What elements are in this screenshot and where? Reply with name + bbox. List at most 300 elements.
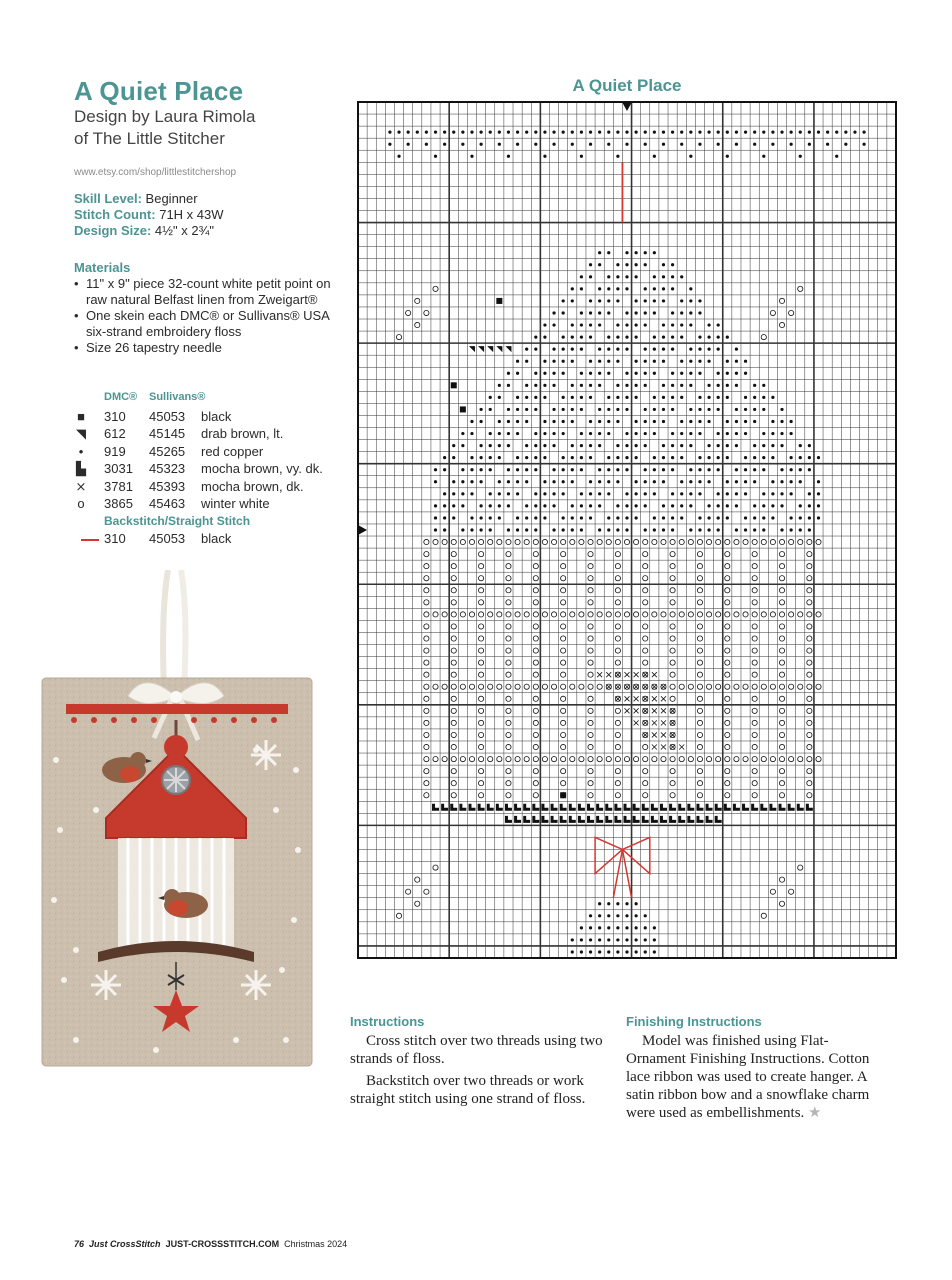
- chart-stitch-circle: [424, 588, 429, 593]
- chart-stitch-dot: [680, 504, 683, 507]
- chart-stitch-block: [769, 804, 776, 811]
- chart-stitch-circle: [725, 539, 730, 544]
- chart-stitch-dot: [662, 299, 665, 302]
- chart-stitch-dot: [698, 432, 701, 435]
- triangle-symbol-icon: ◥: [76, 426, 86, 441]
- chart-stitch-dot: [689, 420, 692, 423]
- chart-stitch-circle: [533, 600, 538, 605]
- chart-stitch-circle: [779, 708, 784, 713]
- chart-stitch-dot: [662, 263, 665, 266]
- design-size-value: 4½" x 2¾": [154, 223, 215, 238]
- chart-stitch-dot: [625, 432, 628, 435]
- chart-stitch-circle: [433, 756, 438, 761]
- chart-stitch-dot: [662, 396, 665, 399]
- chart-stitch-dot: [607, 516, 610, 519]
- chart-stitch-dot: [434, 480, 437, 483]
- chart-stitch-dot: [616, 468, 619, 471]
- chart-stitch-circle: [779, 720, 784, 725]
- chart-stitch-circle: [588, 696, 593, 701]
- chart-stitch-dot: [616, 275, 619, 278]
- chart-stitch-dot: [744, 492, 747, 495]
- chart-stitch-circle: [588, 720, 593, 725]
- chart-stitch-dot: [498, 384, 501, 387]
- chart-stitch-dot: [653, 528, 656, 531]
- chart-stitch-circle: [697, 684, 702, 689]
- chart-stitch-circle: [697, 696, 702, 701]
- chart-stitch-dot: [698, 492, 701, 495]
- chart-stitch-dot: [552, 372, 555, 375]
- chart-stitch-circle: [442, 756, 447, 761]
- chart-stitch-dot: [717, 468, 720, 471]
- key-color-name: black: [201, 531, 232, 546]
- chart-stitch-dot: [780, 408, 783, 411]
- chart-stitch-dot: [662, 143, 665, 146]
- chart-stitch-dot: [425, 143, 428, 146]
- chart-stitch-cross: [606, 684, 611, 689]
- chart-stitch-dot: [635, 444, 638, 447]
- chart-stitch-circle: [588, 660, 593, 665]
- chart-stitch-dot: [735, 348, 738, 351]
- chart-stitch-dot: [653, 251, 656, 254]
- chart-stitch-circle: [406, 310, 411, 315]
- chart-stitch-dot: [489, 492, 492, 495]
- key-sullivans: 45265: [149, 443, 186, 459]
- chart-stitch-dot: [516, 420, 519, 423]
- chart-stitch-dot: [671, 408, 674, 411]
- chart-stitch-dot: [580, 323, 583, 326]
- chart-stitch-circle: [779, 576, 784, 581]
- chart-stitch-circle: [506, 672, 511, 677]
- chart-stitch-block: [642, 816, 649, 823]
- chart-stitch-circle: [615, 720, 620, 725]
- chart-title: A Quiet Place: [572, 76, 682, 95]
- chart-stitch-circle: [670, 660, 675, 665]
- chart-stitch-dot: [717, 348, 720, 351]
- chart-stitch-dot: [607, 468, 610, 471]
- chart-stitch-dot: [607, 360, 610, 363]
- chart-stitch-circle: [506, 539, 511, 544]
- chart-stitch-dot: [480, 528, 483, 531]
- chart-stitch-dot: [616, 131, 619, 134]
- chart-stitch-circle: [697, 552, 702, 557]
- chart-stitch-dot: [516, 396, 519, 399]
- chart-stitch-block: [587, 804, 594, 811]
- chart-stitch-dot: [589, 396, 592, 399]
- chart-stitch-dot: [607, 335, 610, 338]
- chart-stitch-dot: [698, 480, 701, 483]
- chart-stitch-circle: [451, 720, 456, 725]
- chart-stitch-circle: [424, 769, 429, 774]
- chart-stitch-circle: [697, 708, 702, 713]
- chart-stitch-dot: [562, 348, 565, 351]
- chart-stitch-circle: [688, 612, 693, 617]
- chart-stitch-dot: [653, 299, 656, 302]
- chart-stitch-circle: [588, 756, 593, 761]
- chart-stitch-circle: [451, 539, 456, 544]
- key-dmc: 612: [104, 426, 126, 441]
- chart-stitch-circle: [779, 564, 784, 569]
- chart-stitch-circle: [506, 600, 511, 605]
- chart-stitch-circle: [597, 756, 602, 761]
- chart-stitch-circle: [779, 322, 784, 327]
- chart-stitch-dot: [680, 323, 683, 326]
- chart-stitch-dot: [653, 275, 656, 278]
- chart-stitch-circle: [451, 732, 456, 737]
- chart-stitch-dot: [543, 384, 546, 387]
- finishing-paragraph: Model was finished using Flat-Ornament Finishing Instructions. Cotton lace ribbon was used to create hanger. A satin ribbon bow and a snowflake charm were used as embellishments.: [626, 1033, 870, 1121]
- chart-stitch-circle: [542, 612, 547, 617]
- chart-stitch-dot: [552, 444, 555, 447]
- chart-stitch-dot: [662, 275, 665, 278]
- chart-stitch-dot: [598, 444, 601, 447]
- chart-stitch-cross: [661, 732, 666, 737]
- chart-stitch-dot: [498, 492, 501, 495]
- chart-stitch-block: [696, 816, 703, 823]
- chart-stitch-circle: [779, 877, 784, 882]
- chart-stitch-circle: [561, 588, 566, 593]
- chart-stitch-circle: [588, 672, 593, 677]
- chart-stitch-circle: [424, 600, 429, 605]
- chart-stitch-dot: [470, 528, 473, 531]
- chart-stitch-circle: [497, 539, 502, 544]
- chart-stitch-dot: [726, 504, 729, 507]
- chart-stitch-cross: [625, 684, 630, 689]
- chart-stitch-dot: [534, 504, 537, 507]
- chart-stitch-dot: [689, 492, 692, 495]
- chart-stitch-cross: [634, 672, 639, 677]
- chart-stitch-dot: [780, 492, 783, 495]
- chart-stitch-dot: [862, 131, 865, 134]
- chart-stitch-dot: [589, 492, 592, 495]
- chart-stitch-circle: [615, 576, 620, 581]
- chart-stitch-dot: [489, 444, 492, 447]
- chart-stitch-circle: [670, 696, 675, 701]
- chart-stitch-dot: [580, 384, 583, 387]
- chart-stitch-circle: [561, 684, 566, 689]
- chart-stitch-dot: [762, 468, 765, 471]
- chart-stitch-square: [451, 382, 457, 388]
- chart-stitch-dot: [498, 480, 501, 483]
- designer-byline: Design by Laura Rimola: [74, 107, 256, 126]
- chart-stitch-dot: [571, 456, 574, 459]
- chart-stitch-circle: [570, 612, 575, 617]
- chart-stitch-dot: [580, 155, 583, 158]
- chart-stitch-circle: [807, 648, 812, 653]
- chart-stitch-circle: [725, 576, 730, 581]
- chart-stitch-dot: [625, 950, 628, 953]
- chart-stitch-dot: [616, 902, 619, 905]
- chart-stitch-circle: [697, 539, 702, 544]
- chart-stitch-dot: [534, 143, 537, 146]
- chart-stitch-circle: [588, 624, 593, 629]
- chart-stitch-dot: [644, 263, 647, 266]
- chart-stitch-dot: [525, 456, 528, 459]
- chart-stitch-dot: [543, 360, 546, 363]
- chart-stitch-circle: [652, 612, 657, 617]
- chart-stitch-circle: [643, 756, 648, 761]
- chart-stitch-dot: [552, 468, 555, 471]
- chart-stitch-cross: [679, 745, 684, 750]
- design-size-label: Design Size:: [74, 223, 152, 238]
- chart-stitch-dot: [771, 432, 774, 435]
- chart-stitch-circle: [615, 744, 620, 749]
- chart-stitch-circle: [761, 756, 766, 761]
- chart-stitch-circle: [479, 564, 484, 569]
- chart-stitch-circle: [479, 624, 484, 629]
- chart-stitch-circle: [716, 756, 721, 761]
- chart-stitch-circle: [643, 636, 648, 641]
- chart-stitch-dot: [753, 396, 756, 399]
- chart-stitch-circle: [779, 552, 784, 557]
- chart-stitch-circle: [506, 732, 511, 737]
- chart-stitch-dot: [625, 914, 628, 917]
- chart-stitch-circle: [752, 744, 757, 749]
- chart-stitch-circle: [670, 624, 675, 629]
- chart-stitch-dot: [607, 432, 610, 435]
- chart-stitch-circle: [424, 756, 429, 761]
- chart-stitch-circle: [643, 576, 648, 581]
- chart-stitch-circle: [634, 612, 639, 617]
- chart-stitch-dot: [525, 480, 528, 483]
- chart-stitch-dot: [735, 408, 738, 411]
- chart-stitch-dot: [571, 360, 574, 363]
- chart-stitch-dot: [452, 516, 455, 519]
- chart-stitch-dot: [480, 504, 483, 507]
- chart-stitch-dot: [698, 396, 701, 399]
- chart-stitch-dot: [808, 492, 811, 495]
- chart-stitch-circle: [725, 793, 730, 798]
- chart-stitch-dot: [625, 323, 628, 326]
- chart-stitch-circle: [697, 612, 702, 617]
- chart-stitch-dot: [489, 408, 492, 411]
- chart-stitch-dot: [762, 444, 765, 447]
- chart-stitch-dot: [543, 504, 546, 507]
- chart-stitch-cross: [634, 720, 639, 725]
- chart-stitch-circle: [615, 624, 620, 629]
- snowflake-charm-icon: [162, 766, 190, 794]
- chart-stitch-circle: [442, 684, 447, 689]
- chart-stitch-dot: [698, 131, 701, 134]
- chart-stitch-circle: [533, 636, 538, 641]
- chart-stitch-dot: [534, 396, 537, 399]
- chart-stitch-dot: [717, 372, 720, 375]
- chart-stitch-dot: [625, 287, 628, 290]
- chart-stitch-block: [696, 804, 703, 811]
- chart-stitch-dot: [653, 516, 656, 519]
- chart-stitch-dot: [470, 432, 473, 435]
- chart-stitch-circle: [469, 539, 474, 544]
- chart-stitch-circle: [479, 732, 484, 737]
- chart-stitch-dot: [571, 384, 574, 387]
- chart-stitch-block: [669, 804, 676, 811]
- chart-stitch-dot: [680, 420, 683, 423]
- chart-stitch-circle: [652, 539, 657, 544]
- chart-stitch-dot: [753, 504, 756, 507]
- chart-stitch-circle: [415, 901, 420, 906]
- chart-stitch-circle: [533, 732, 538, 737]
- chart-stitch-dot: [507, 444, 510, 447]
- chart-stitch-circle: [752, 576, 757, 581]
- chart-stitch-circle: [789, 756, 794, 761]
- chart-stitch-dot: [744, 432, 747, 435]
- chart-stitch-dot: [571, 131, 574, 134]
- chart-stitch-dot: [543, 396, 546, 399]
- chart-stitch-dot: [790, 528, 793, 531]
- key-color-name: winter white: [201, 496, 270, 511]
- chart-stitch-dot: [534, 372, 537, 375]
- chart-stitch-dot: [790, 456, 793, 459]
- chart-stitch-dot: [552, 143, 555, 146]
- chart-stitch-dot: [644, 444, 647, 447]
- chart-stitch-dot: [461, 432, 464, 435]
- chart-stitch-dot: [607, 950, 610, 953]
- lace-ribbon: [163, 570, 168, 690]
- chart-stitch-circle: [542, 684, 547, 689]
- chart-stitch-dot: [543, 492, 546, 495]
- chart-stitch-dot: [753, 131, 756, 134]
- chart-stitch-dot: [562, 335, 565, 338]
- chart-stitch-block: [541, 816, 548, 823]
- chart-stitch-dot: [507, 528, 510, 531]
- chart-stitch-dot: [799, 155, 802, 158]
- chart-stitch-circle: [570, 684, 575, 689]
- designer-url[interactable]: www.etsy.com/shop/littlestitchershop: [74, 167, 237, 178]
- chart-stitch-dot: [589, 311, 592, 314]
- chart-stitch-block: [560, 816, 567, 823]
- chart-stitch-dot: [598, 299, 601, 302]
- chart-stitch-dot: [662, 131, 665, 134]
- chart-stitch-dot: [598, 492, 601, 495]
- chart-stitch-dot: [534, 348, 537, 351]
- chart-stitch-square: [496, 298, 502, 304]
- designer-shop-byline: of The Little Stitcher: [74, 129, 225, 148]
- chart-stitch-dot: [680, 372, 683, 375]
- chart-stitch-dot: [635, 432, 638, 435]
- chart-stitch-dot: [552, 492, 555, 495]
- chart-stitch-dot: [744, 131, 747, 134]
- chart-stitch-circle: [779, 612, 784, 617]
- chart-stitch-dot: [698, 420, 701, 423]
- chart-stitch-circle: [807, 576, 812, 581]
- chart-stitch-dot: [607, 926, 610, 929]
- chart-stitch-block: [605, 816, 612, 823]
- chart-stitch-dot: [707, 360, 710, 363]
- chart-stitch-circle: [725, 769, 730, 774]
- chart-stitch-block: [724, 804, 731, 811]
- chart-stitch-circle: [725, 636, 730, 641]
- chart-stitch-circle: [779, 660, 784, 665]
- chart-stitch-circle: [424, 624, 429, 629]
- chart-stitch-dot: [461, 528, 464, 531]
- chart-stitch-dot: [562, 396, 565, 399]
- chart-stitch-circle: [533, 793, 538, 798]
- chart-stitch-block: [797, 804, 804, 811]
- chart-stitch-dot: [625, 468, 628, 471]
- chart-stitch-dot: [452, 480, 455, 483]
- chart-stitch-dot: [808, 504, 811, 507]
- chart-stitch-dot: [780, 420, 783, 423]
- chart-stitch-dot: [580, 468, 583, 471]
- chart-stitch-dot: [662, 323, 665, 326]
- finishing-heading: Finishing Instructions: [626, 1014, 762, 1029]
- chart-stitch-circle: [469, 612, 474, 617]
- chart-stitch-dot: [516, 131, 519, 134]
- chart-stitch-dot: [470, 492, 473, 495]
- chart-stitch-circle: [506, 708, 511, 713]
- chart-stitch-dot: [662, 420, 665, 423]
- chart-stitch-dot: [507, 432, 510, 435]
- chart-stitch-circle: [779, 696, 784, 701]
- black-symbol-icon: ■: [77, 408, 85, 424]
- chart-stitch-dot: [844, 143, 847, 146]
- chart-stitch-circle: [533, 769, 538, 774]
- chart-stitch-dot: [525, 444, 528, 447]
- chart-stitch-dot: [662, 444, 665, 447]
- chart-stitch-dot: [580, 372, 583, 375]
- chart-stitch-cross: [643, 708, 648, 713]
- chart-stitch-dot: [762, 504, 765, 507]
- chart-stitch-dot: [689, 287, 692, 290]
- chart-stitch-circle: [779, 732, 784, 737]
- chart-stitch-block: [678, 804, 685, 811]
- chart-stitch-circle: [424, 781, 429, 786]
- chart-stitch-circle: [779, 298, 784, 303]
- chart-stitch-circle: [807, 769, 812, 774]
- chart-stitch-cross: [652, 720, 657, 725]
- chart-stitch-dot: [616, 938, 619, 941]
- chart-stitch-dot: [744, 456, 747, 459]
- chart-stitch-dot: [543, 335, 546, 338]
- chart-stitch-dot: [452, 504, 455, 507]
- chart-stitch-dot: [808, 516, 811, 519]
- chart-stitch-circle: [424, 732, 429, 737]
- chart-stitch-dot: [543, 480, 546, 483]
- key-dmc: 310: [104, 531, 126, 546]
- chart-stitch-circle: [424, 889, 429, 894]
- chart-stitch-dot: [607, 251, 610, 254]
- chart-stitch-circle: [506, 648, 511, 653]
- chart-stitch-dot: [726, 131, 729, 134]
- chart-stitch-dot: [808, 456, 811, 459]
- chart-stitch-circle: [533, 624, 538, 629]
- chart-stitch-dot: [790, 143, 793, 146]
- chart-stitch-dot: [443, 528, 446, 531]
- chart-stitch-dot: [516, 360, 519, 363]
- chart-stitch-circle: [561, 564, 566, 569]
- chart-stitch-circle: [588, 769, 593, 774]
- chart-stitch-dot: [707, 131, 710, 134]
- material-item: • One skein each DMC® or Sullivans® USA six-strand embroidery floss: [74, 308, 336, 340]
- chart-stitch-dot: [726, 372, 729, 375]
- chart-stitch-dot: [470, 480, 473, 483]
- chart-stitch-dot: [607, 938, 610, 941]
- chart-stitch-circle: [561, 696, 566, 701]
- chart-stitch-circle: [697, 744, 702, 749]
- chart-stitch-dot: [817, 480, 820, 483]
- chart-stitch-dot: [689, 444, 692, 447]
- chart-stitch-circle: [706, 756, 711, 761]
- chart-stitch-circle: [588, 552, 593, 557]
- chart-stitch-circle: [752, 781, 757, 786]
- chart-stitch-dot: [662, 480, 665, 483]
- chart-stitch-circle: [725, 744, 730, 749]
- chart-stitch-dot: [771, 480, 774, 483]
- chart-stitch-dot: [571, 444, 574, 447]
- chart-stitch-dot: [589, 420, 592, 423]
- chart-stitch-dot: [780, 444, 783, 447]
- chart-stitch-dot: [625, 372, 628, 375]
- chart-stitch-dot: [635, 950, 638, 953]
